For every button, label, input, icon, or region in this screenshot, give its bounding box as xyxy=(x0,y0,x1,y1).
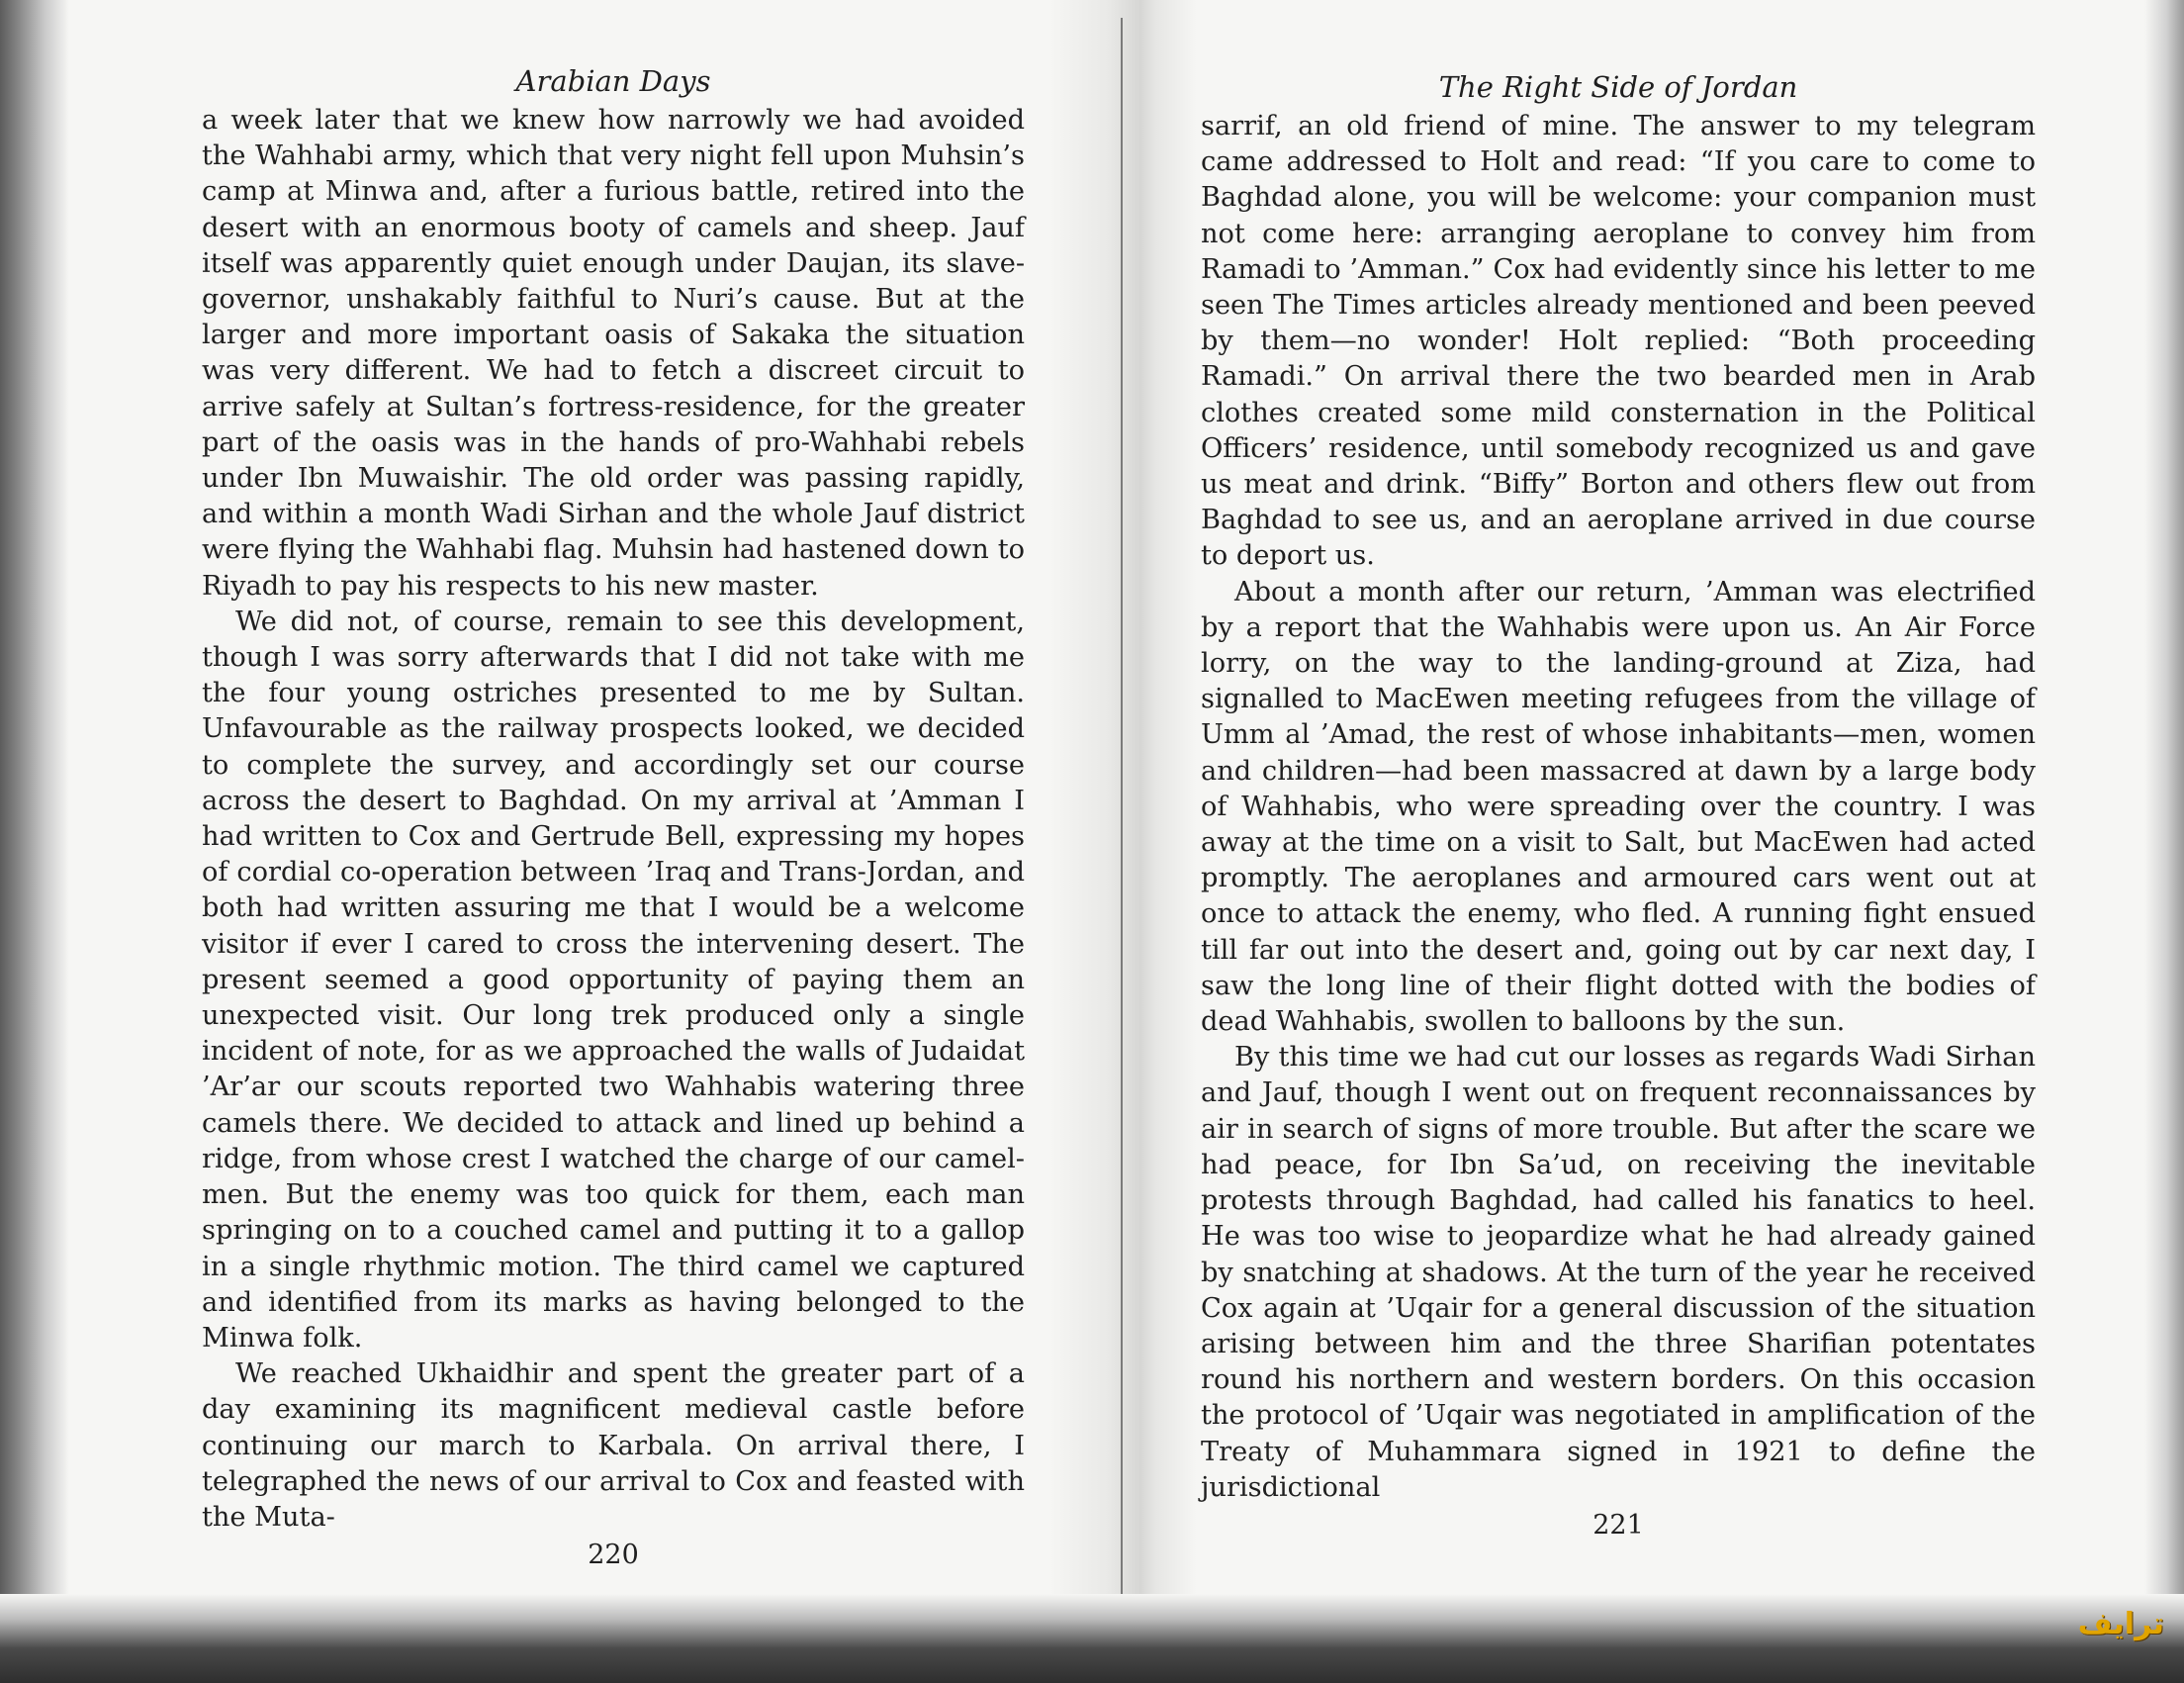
right-page xyxy=(1201,59,2036,1543)
right-paragraph-3: By this time we had cut our losses as regards Wadi Sirhan and Jauf, though I went out on frequent reconnaissances by air in search of signs of more trouble. But after the scare we had peace, for Ibn Sa’ud, on receiving the inevitable protests through Baghdad, had called his fanatics to heel. He was too wise to jeopardize what he had already gained by snatching at shadows. At the turn of the year he received Cox again at ’Uqair for a general discussion of the situation arising between him and the three Sharifian potentates round his northern and western borders. On this occasion the protocol of ’Uqair was negotiated in amplification of the Treaty of Muhammara signed in 1921 to define the jurisdictional xyxy=(1201,1042,2036,1503)
book-gutter xyxy=(1048,0,1197,1623)
left-page xyxy=(202,59,1025,1573)
left-running-head: Arabian Days xyxy=(515,64,711,98)
scan-shadow-bottom xyxy=(0,1594,2184,1683)
right-page-number: 221 xyxy=(1592,1509,1644,1541)
scan-shadow-right xyxy=(2144,0,2184,1683)
scan-shadow-left xyxy=(0,0,69,1683)
site-watermark-logo: ترايف xyxy=(2077,1607,2164,1641)
left-paragraph-3: We reached Ukhaidhir and spent the greater part of a day examining its magnificent medieval castle before continuing our march to Karbala. On arrival there, I telegraphed the news of our arrival to Cox and feasted with the Muta- xyxy=(202,1358,1025,1533)
right-running-head: The Right Side of Jordan xyxy=(1438,70,1798,104)
left-text-block xyxy=(202,103,1025,1536)
left-paragraph-1: a week later that we knew how narrowly we had avoided the Wahhabi army, which that very night fell upon Muhsin’s camp at Minwa and, after a furious battle, retired into the desert with an enormous booty of camels and sheep. Jauf itself was apparently quiet enough under Daujan, its slave-governor, unshakably faithful to Nuri’s cause. But at the larger and more important oasis of Sakaka the situation was very different. We had to fetch a discreet circuit to arrive safely at Sultan’s fortress-residence, for the greater part of the oasis was in the hands of pro-Wahhabi rebels under Ibn Muwaishir. The old order was passing rapidly, and within a month Wadi Sirhan and the whole Jauf district were flying the Wahhabi flag. Muhsin had hastened down to Riyadh to pay his respects to his new master. xyxy=(202,105,1025,602)
right-paragraph-1: sarrif, an old friend of mine. The answer to my telegram came addressed to Holt and read: “If you care to come to Baghdad alone, you will be welcome: your companion must not come here: arranging aeroplane to convey him from Ramadi to ’Amman.” Cox had evidently since his letter to me seen The Times articles already mentioned and been peeved by them—no wonder! Holt replied: “Both proceeding Ramadi.” On arrival there the two bearded men in Arab clothes created some mild consternation in the Political Officers’ residence, until somebody recognized us and gave us meat and drink. “Biffy” Borton and others flew out from Baghdad to see us, and an aeroplane arrived in due course to deport us. xyxy=(1201,111,2036,572)
right-text-block xyxy=(1201,109,2036,1506)
gutter-fold-line xyxy=(1121,18,1123,1611)
right-paragraph-2: About a month after our return, ’Amman was electrified by a report that the Wahhabis were upon us. An Air Force lorry, on the way to the landing-ground at Ziza, had signalled to MacEwen meeting refugees from the village of Umm al ’Amad, the rest of whose inhabitants—men, women and children—had been massacred at dawn by a large body of Wahhabis, who were spreading over the country. I was away at the time on a visit to Salt, but MacEwen had acted promptly. The aeroplanes and armoured cars went out at once to attack the enemy, who fled. A running fight ensued till far out into the desert and, going out by car next day, I saw the long line of their flight dotted with the bodies of dead Wahhabis, swollen to balloons by the sun. xyxy=(1201,576,2036,1038)
left-page-number: 220 xyxy=(588,1540,639,1571)
left-paragraph-2: We did not, of course, remain to see this development, though I was sorry afterwards that I did not take with me the four young ostriches presented to me by Sultan. Unfavourable as the railway prospects looked, we decided to complete the survey, and accordingly set our course across the desert to Baghdad. On my arrival at ’Amman I had written to Cox and Gertrude Bell, expressing my hopes of cordial co-operation between ’Iraq and Trans-Jordan, and both had written assuring me that I would be a welcome visitor if ever I cared to cross the intervening desert. The present seemed a good opportunity of paying them an unexpected visit. Our long trek produced only a single incident of note, for as we approached the walls of Judaidat ’Ar’ar our scouts reported two Wahhabis watering three camels there. We decided to attack and lined up behind a ridge, from whose crest I watched the charge of our camel-men. But the enemy was too quick for them, each man springing on to a couched camel and putting it to a gallop in a single rhythmic motion. The third camel we captured and identified from its marks as having belonged to the Minwa folk. xyxy=(202,606,1025,1354)
